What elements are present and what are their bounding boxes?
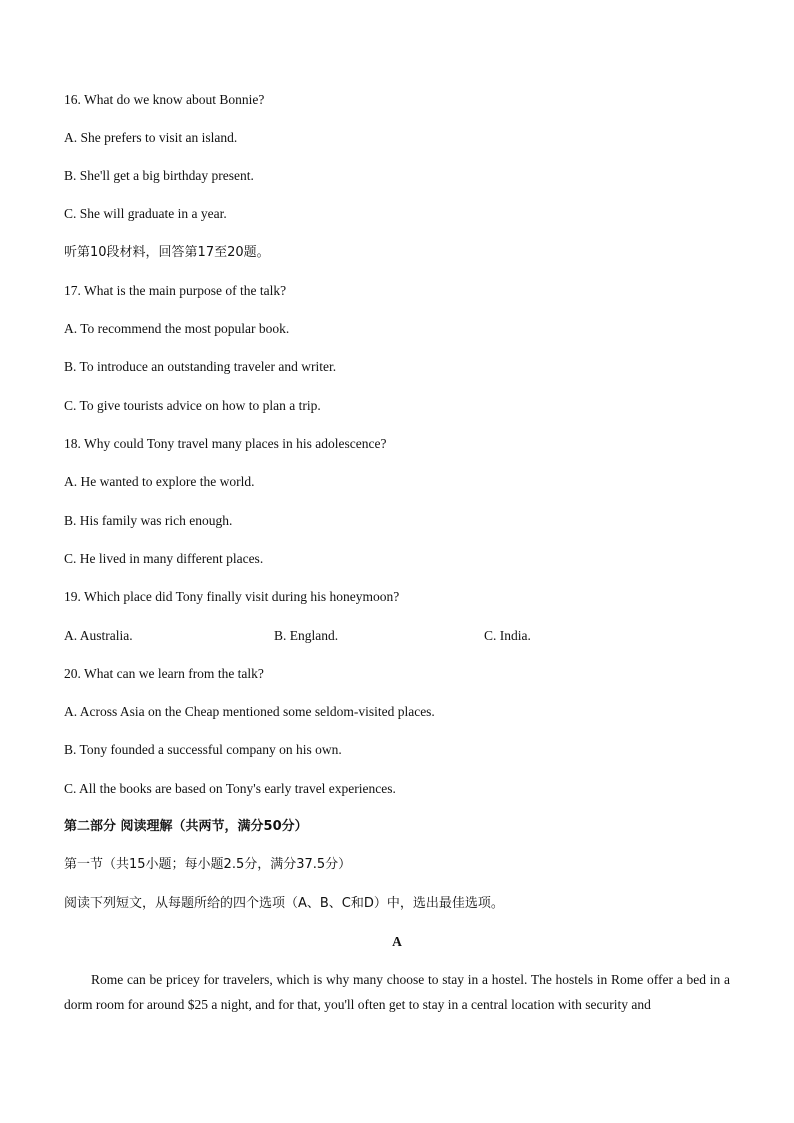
question-18-option-b: B. His family was rich enough. bbox=[64, 513, 233, 528]
question-17-option-c: C. To give tourists advice on how to plan a trip. bbox=[64, 398, 321, 413]
question-16-option-a: A. She prefers to visit an island. bbox=[64, 130, 238, 145]
reading-directions: 阅读下列短文，从每题所给的四个选项（A、B、C和D）中，选出最佳选项。 bbox=[64, 896, 504, 911]
part2-heading: 第二部分 阅读理解（共两节，满分50分） bbox=[64, 819, 308, 834]
section1-heading: 第一节（共15小题；每小题2.5分，满分37.5分） bbox=[64, 857, 352, 872]
question-16-stem: 16. What do we know about Bonnie? bbox=[64, 92, 265, 107]
question-20-option-a: A. Across Asia on the Cheap mentioned some seldom-visited places. bbox=[64, 704, 435, 719]
question-18-option-c: C. He lived in many different places. bbox=[64, 551, 264, 566]
question-17-option-b: B. To introduce an outstanding traveler and writer. bbox=[64, 359, 337, 374]
question-19-stem: 19. Which place did Tony finally visit during his honeymoon? bbox=[64, 589, 400, 604]
question-18-option-a: A. He wanted to explore the world. bbox=[64, 474, 255, 489]
question-19-option-c: C. India. bbox=[484, 628, 531, 643]
passage-title: A bbox=[392, 934, 402, 949]
question-19-option-b: B. England. bbox=[274, 628, 339, 643]
question-20-option-b: B. Tony founded a successful company on his own. bbox=[64, 742, 342, 757]
listening-instruction-10: 听第10段材料，回答第17至20题。 bbox=[64, 245, 270, 260]
question-17-stem: 17. What is the main purpose of the talk? bbox=[64, 283, 287, 298]
passage-a-text: Rome can be pricey for travelers, which is why many choose to stay in a hostel. The hostels in Rome offer a bed in a dorm room for around $25 a night, and for that, you'll often get to stay in a central location with security and bbox=[64, 972, 730, 1012]
question-19-option-a: A. Australia. bbox=[64, 628, 133, 643]
question-20-option-c: C. All the books are based on Tony's early travel experiences. bbox=[64, 781, 396, 796]
question-16-option-c: C. She will graduate in a year. bbox=[64, 206, 227, 221]
question-20-stem: 20. What can we learn from the talk? bbox=[64, 666, 264, 681]
question-16-option-b: B. She'll get a big birthday present. bbox=[64, 168, 254, 183]
question-18-stem: 18. Why could Tony travel many places in his adolescence? bbox=[64, 436, 387, 451]
question-17-option-a: A. To recommend the most popular book. bbox=[64, 321, 290, 336]
